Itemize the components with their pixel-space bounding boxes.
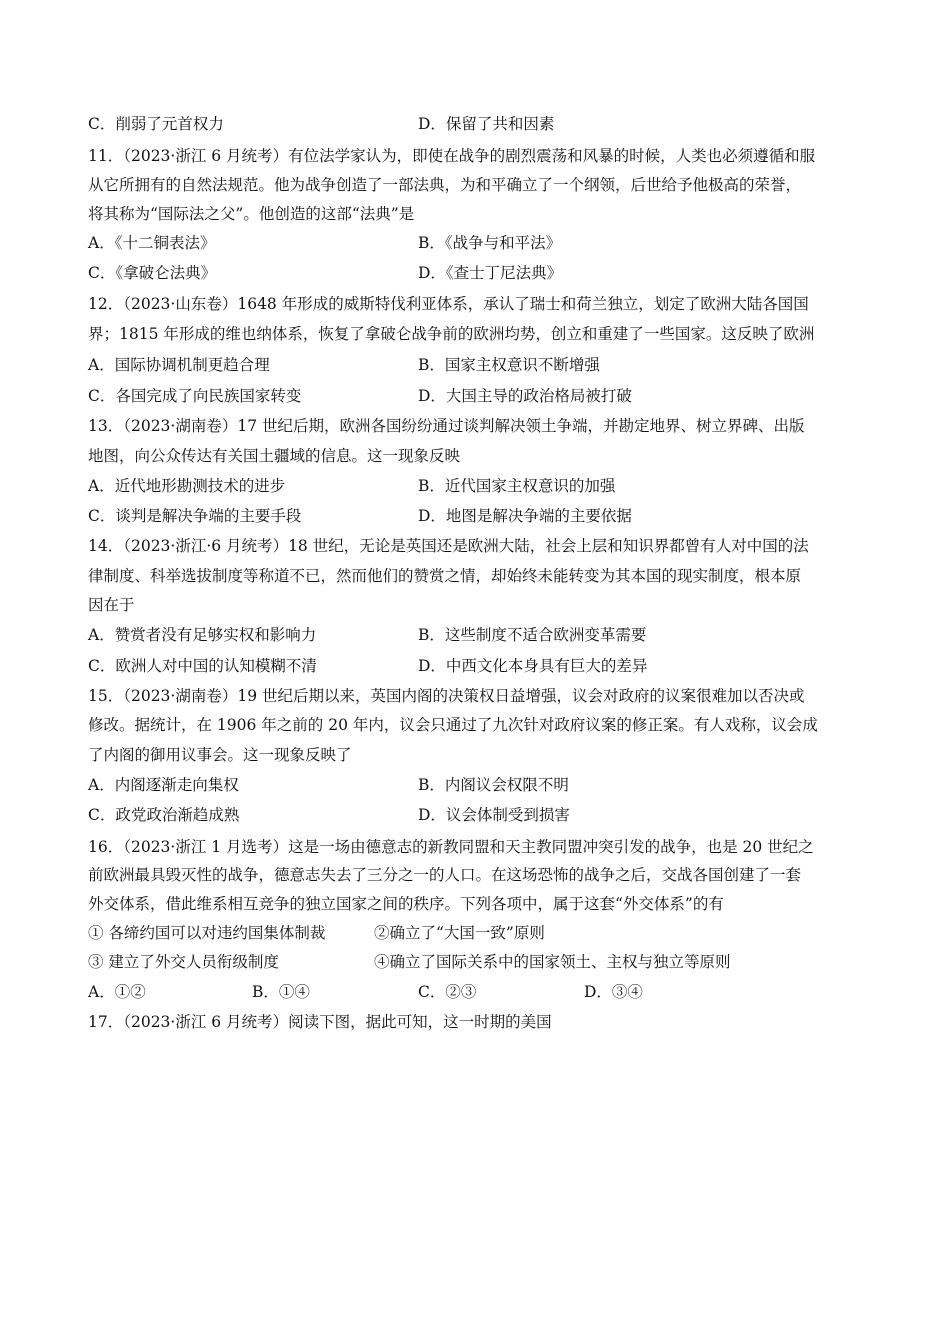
q16-option-c: C．②③ <box>418 983 477 1001</box>
q14-option-d: D．中西文化本身具有巨大的差异 <box>418 657 648 675</box>
q14-stem-line-1: 14．（2023·浙江·6 月统考）18 世纪，无论是英国还是欧洲大陆，社会上层和知识界都曾有人对中国的法 <box>88 537 809 555</box>
q13-stem-line-2: 地图，向公众传达有关国土疆域的信息。这一现象反映 <box>88 447 461 465</box>
q13-option-d: D．地图是解决争端的主要依据 <box>418 507 632 525</box>
q14-option-c: C．欧洲人对中国的认知模糊不清 <box>88 657 317 675</box>
q14-option-b: B．这些制度不适合欧洲变革需要 <box>418 626 647 644</box>
q15-option-b: B．内阁议会权限不明 <box>418 776 569 794</box>
q12-option-b: B．国家主权意识不断增强 <box>418 356 600 374</box>
q10-option-d: D．保留了共和因素 <box>418 115 555 133</box>
q13-option-b: B．近代国家主权意识的加强 <box>418 477 616 495</box>
q10-option-c: C．削弱了元首权力 <box>88 115 224 133</box>
q13-stem-line-1: 13．（2023·湖南卷）17 世纪后期，欧洲各国纷纷通过谈判解决领土争端，并勘定地界、树立界碑、出版 <box>88 417 805 435</box>
q12-option-d: D．大国主导的政治格局被打破 <box>418 387 632 405</box>
q11-option-d: D．《查士丁尼法典》 <box>418 264 563 282</box>
q11-option-c: C．《拿破仑法典》 <box>88 264 217 282</box>
q15-stem-line-1: 15．（2023·湖南卷）19 世纪后期以来，英国内阁的决策权日益增强，议会对政府的议案很难加以否决或 <box>88 687 805 705</box>
q16-option-a: A．①② <box>88 983 146 1001</box>
q13-option-a: A．近代地形勘测技术的进步 <box>88 477 286 495</box>
q16-stem-line-3: 外交体系，借此维系相互竞争的独立国家之间的秩序。下列各项中，属于这套“外交体系”的有 <box>88 895 724 913</box>
q16-statement-1: ① 各缔约国可以对违约国集体制裁 <box>88 924 326 942</box>
q13-option-c: C．谈判是解决争端的主要手段 <box>88 507 302 525</box>
q11-option-b: B．《战争与和平法》 <box>418 234 562 252</box>
q16-stem-line-1: 16．（2023·浙江 1 月选考）这是一场由德意志的新教同盟和天主教同盟冲突引发的战争，也是 20 世纪之 <box>88 838 814 856</box>
q11-option-a: A．《十二铜表法》 <box>88 234 216 252</box>
q12-option-a: A．国际协调机制更趋合理 <box>88 356 270 374</box>
q15-option-d: D．议会体制受到损害 <box>418 806 570 824</box>
q16-statement-4: ④确立了国际关系中的国家领土、主权与独立等原则 <box>374 953 731 971</box>
q15-option-c: C．政党政治渐趋成熟 <box>88 806 240 824</box>
q16-stem-line-2: 前欧洲最具毁灭性的战争，德意志失去了三分之一的人口。在这场恐怖的战争之后，交战各国创建了一套 <box>88 866 802 884</box>
q14-stem-line-2: 律制度、科举选拔制度等称道不已，然而他们的赞赏之情，却始终未能转变为其本国的现实制度，根本原 <box>88 567 802 585</box>
q12-stem-line-2: 界；1815 年形成的维也纳体系，恢复了拿破仑战争前的欧洲均势，创立和重建了一些国家。这反映了欧洲 <box>88 325 815 343</box>
q12-stem-line-1: 12．（2023·山东卷）1648 年形成的威斯特伐利亚体系，承认了瑞士和荷兰独立，划定了欧洲大陆各国国 <box>88 295 809 313</box>
q16-option-d: D．③④ <box>584 983 643 1001</box>
q11-stem-line-3: 将其称为“国际法之父”。他创造的这部“法典”是 <box>88 205 415 223</box>
q15-stem-line-2: 修改。据统计，在 1906 年之前的 20 年内，议会只通过了九次针对政府议案的修正案。有人戏称，议会成 <box>88 716 818 734</box>
q14-stem-line-3: 因在于 <box>88 596 135 614</box>
q11-stem-line-1: 11．（2023·浙江 6 月统考）有位法学家认为，即使在战争的剧烈震荡和风暴的时候，人类也必须遵循和服 <box>88 147 816 165</box>
q15-option-a: A．内阁逐渐走向集权 <box>88 776 239 794</box>
q17-stem-line-1: 17．（2023·浙江 6 月统考）阅读下图，据此可知，这一时期的美国 <box>88 1013 552 1031</box>
q11-stem-line-2: 从它所拥有的自然法规范。他为战争创造了一部法典，为和平确立了一个纲领，后世给予他极高的荣誉， <box>88 176 802 194</box>
q16-statement-3: ③ 建立了外交人员衔级制度 <box>88 953 279 971</box>
q14-option-a: A．赞赏者没有足够实权和影响力 <box>88 626 317 644</box>
q15-stem-line-3: 了内阁的御用议事会。这一现象反映了 <box>88 746 352 764</box>
q16-statement-2: ②确立了“大国一致”原则 <box>374 924 545 942</box>
q12-option-c: C．各国完成了向民族国家转变 <box>88 387 302 405</box>
q16-option-b: B．①④ <box>252 983 310 1001</box>
